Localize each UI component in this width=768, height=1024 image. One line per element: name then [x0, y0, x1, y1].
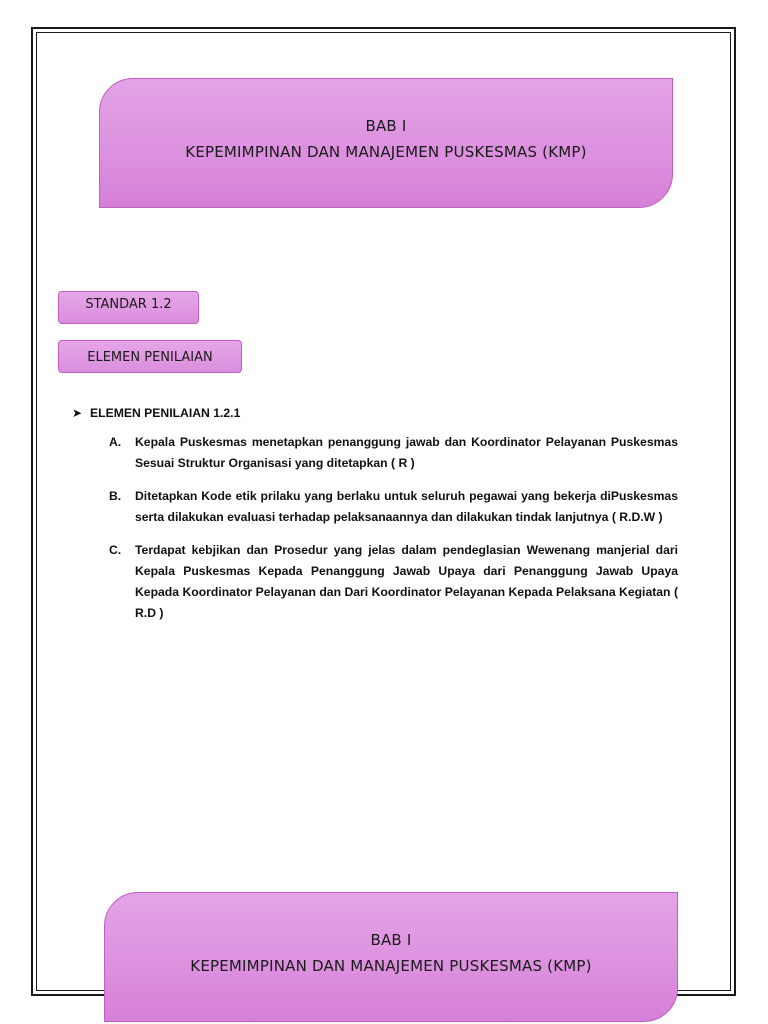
standar-label: STANDAR 1.2	[58, 291, 199, 324]
elemen-penilaian-label: ELEMEN PENILAIAN	[58, 340, 242, 373]
assessment-section	[72, 403, 678, 636]
chapter-banner-bottom	[104, 892, 678, 1022]
list-item-text: Terdapat kebjikan dan Prosedur yang jelas dalam pendeglasian Wewenang manjerial dari Kepala Puskesmas Kepada Penanggung Jawab Upaya dari Penanggung Jawab Upaya Kepada Koordinator Pelayanan dan Dari Koordinator Pelayanan Kepada Pelaksana Kegiatan ( R.D )	[135, 543, 678, 620]
section-heading-text: ELEMEN PENILAIAN 1.2.1	[90, 406, 241, 420]
criteria-list	[72, 432, 678, 624]
list-item-letter: C.	[109, 543, 122, 557]
list-item	[72, 432, 678, 474]
chapter-number: BAB I	[370, 931, 412, 949]
chapter-title: KEPEMIMPINAN DAN MANAJEMEN PUSKESMAS (KMP)	[190, 957, 592, 975]
chapter-title: KEPEMIMPINAN DAN MANAJEMEN PUSKESMAS (KMP)	[185, 143, 587, 161]
list-item-text: Kepala Puskesmas menetapkan penanggung jawab dan Koordinator Pelayanan Puskesmas Sesuai Struktur Organisasi yang ditetapkan ( R )	[135, 435, 678, 470]
arrow-bullet-icon: ➤	[72, 406, 83, 420]
list-item-text: Ditetapkan Kode etik prilaku yang berlaku untuk seluruh pegawai yang bekerja diPuskesmas serta dilakukan evaluasi terhadap pelaksanaannya dan dilakukan tindak lanjutnya ( R.D.W )	[135, 489, 678, 524]
chapter-banner-top	[99, 78, 673, 208]
section-heading	[72, 403, 678, 423]
list-item-letter: B.	[109, 489, 122, 503]
chapter-number: BAB I	[365, 117, 407, 135]
list-item	[72, 540, 678, 624]
list-item-letter: A.	[109, 435, 122, 449]
list-item	[72, 486, 678, 528]
